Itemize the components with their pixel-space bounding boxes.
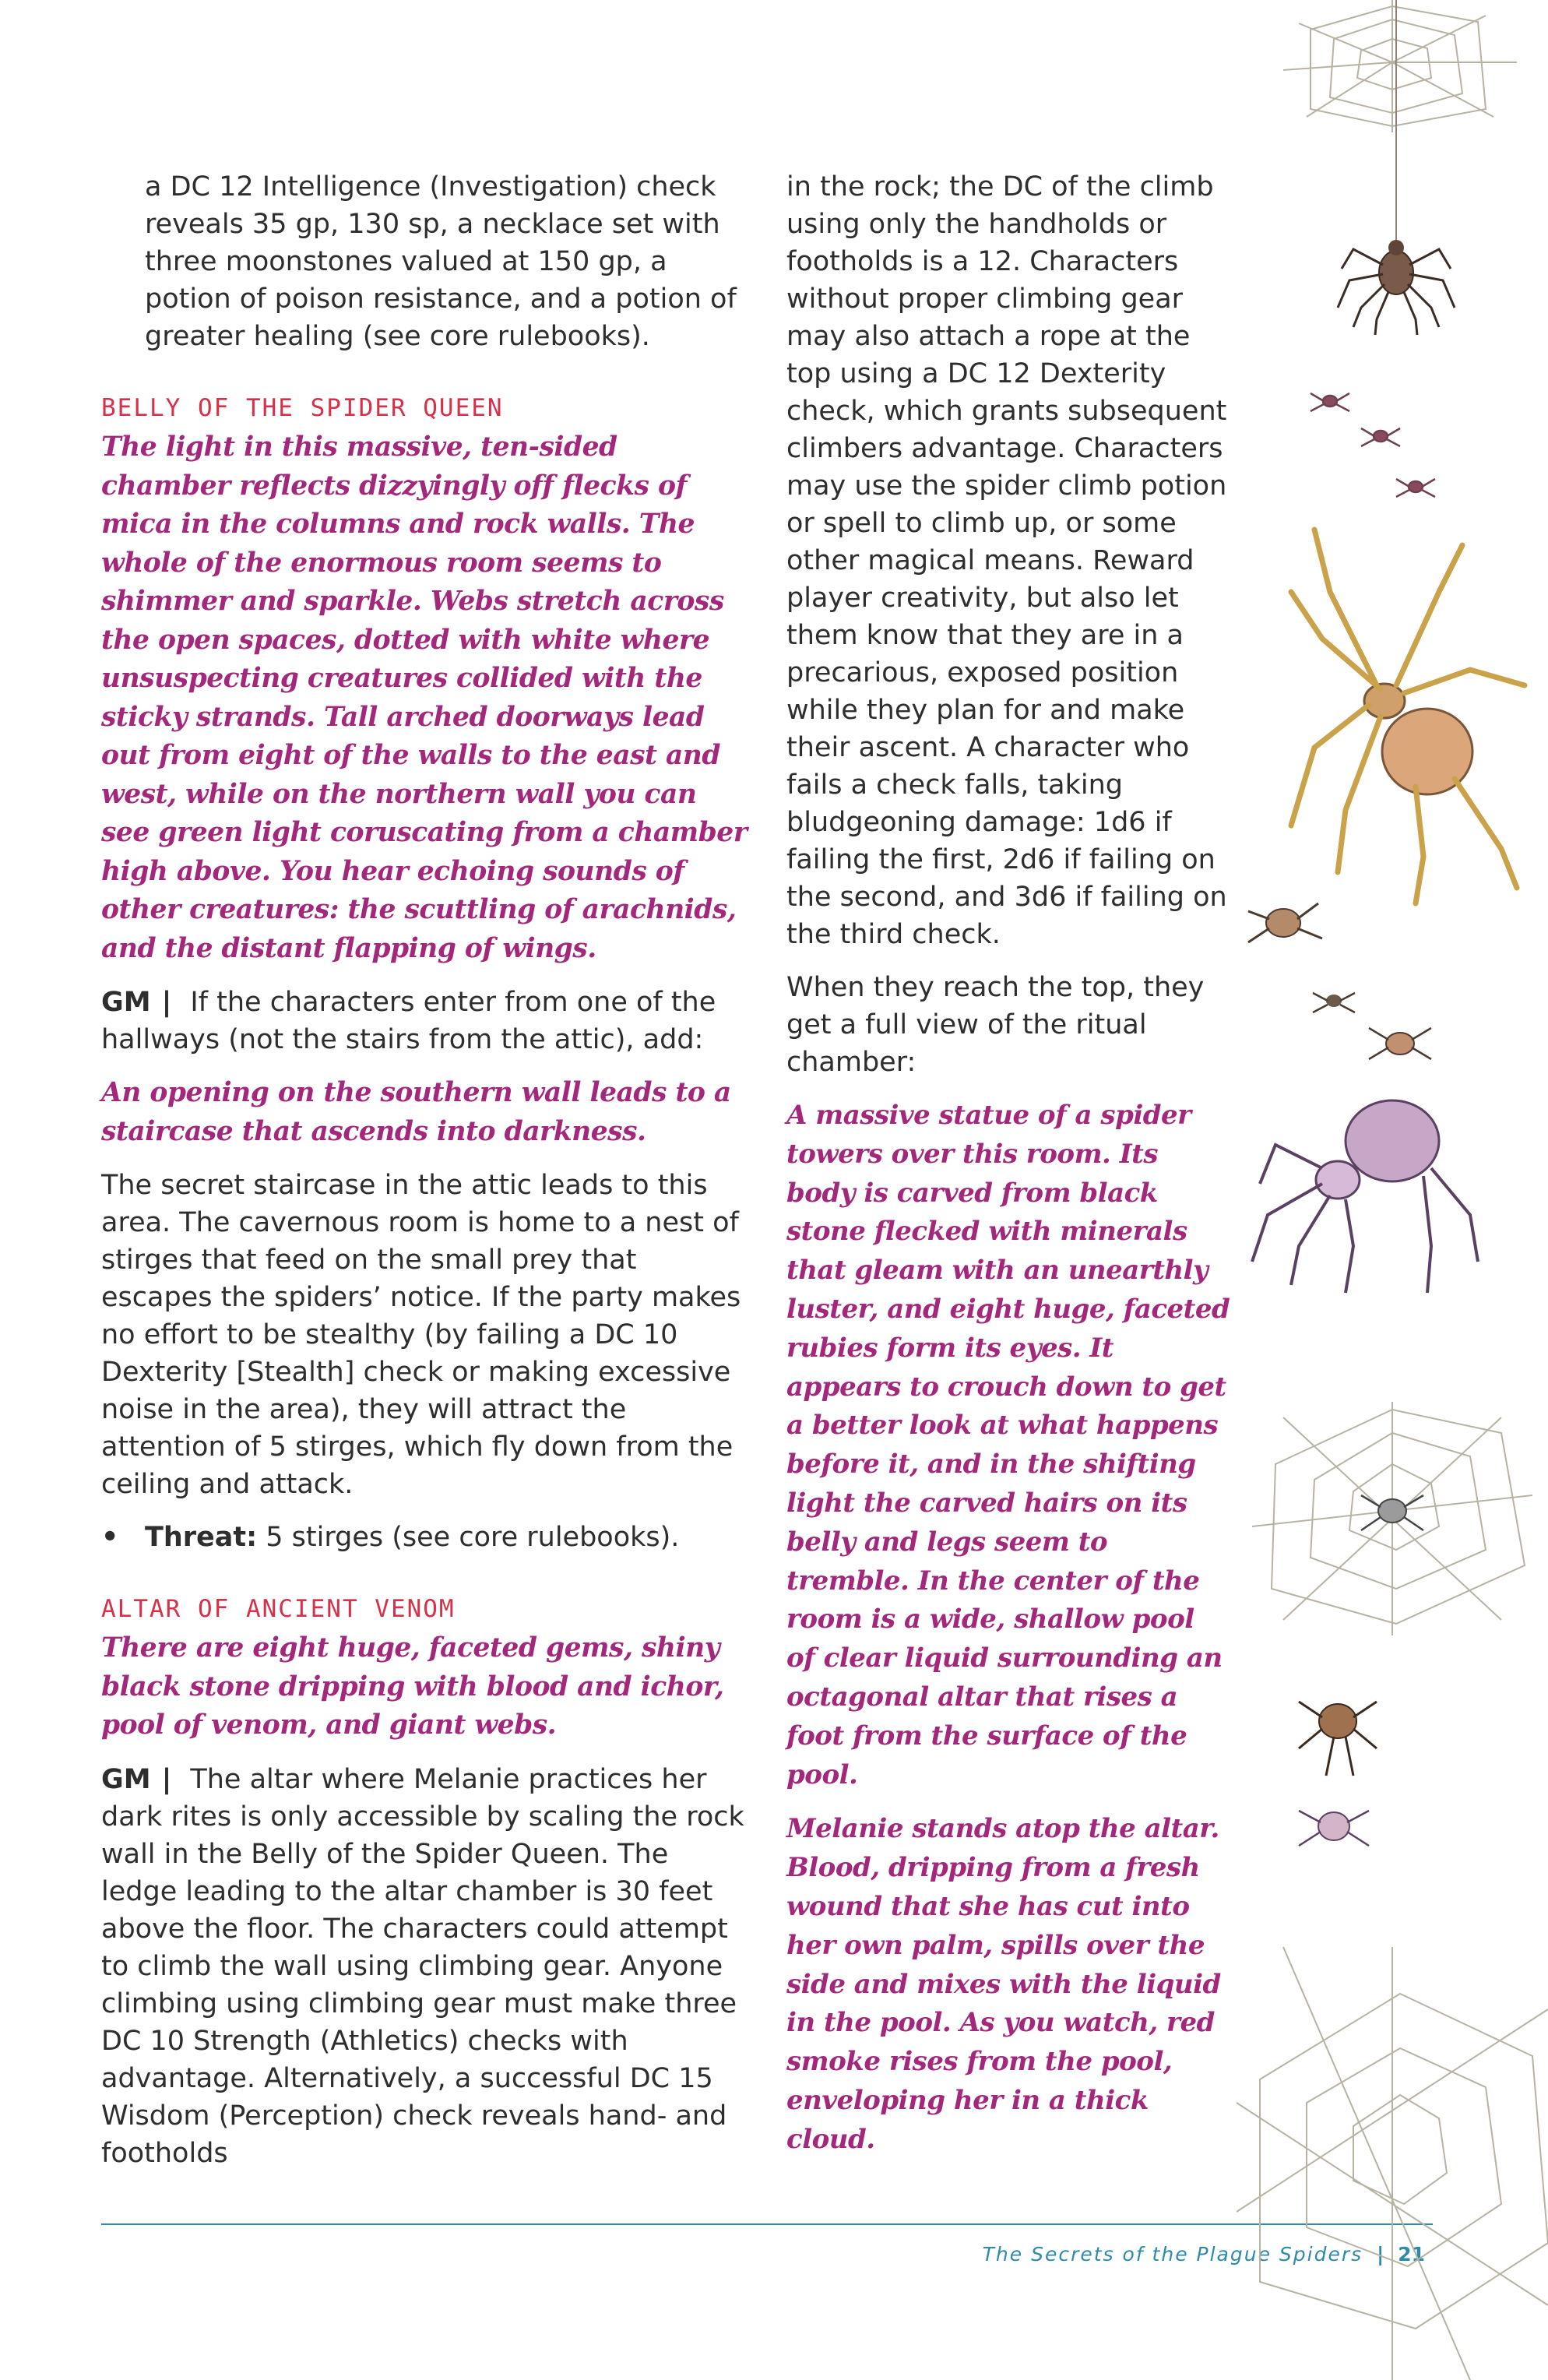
gm-label: GM	[101, 1763, 151, 1795]
climb-text: in the rock; the DC of the climb using only the handholds or footholds is a 12. Characters without proper climbing gear may also attach a rope at the top using a DC 12 Dexterity check, which grants subsequent climbers advantage. Characters may use the spider climb potion or spell to climb up, or some other magical means. Reward player creativity, but also let them know that they are in a precarious, exposed position while they plan for and make their ascent. A character who fails a check falls, taking bludgeoning damage: 1d6 if failing the first, 2d6 if failing on the second, and 3d6 if failing on the third check.	[786, 171, 1227, 950]
footer-rule	[101, 2223, 1433, 2225]
bottom-web-icon	[1237, 1947, 1548, 2380]
belly-body-text: The secret staircase in the attic leads to this area. The cavernous room is home to a nest of stirges that feed on the small prey that escapes the spiders’ notice. If the party makes no effort to be stealthy (by failing a DC 10 Dexterity [Stealth] check or making excessive noise in the area), they will attract the attention of 5 stirges, which fly down from the ceiling and attack.	[101, 1170, 741, 1500]
altar-readaloud: There are eight huge, faceted gems, shiny black stone dripping with blood and ichor, pool of venom, and giant webs.	[101, 1632, 724, 1741]
heading-belly-of-the-spider-queen: BELLY OF THE SPIDER QUEEN	[101, 394, 504, 422]
treasure-text: a DC 12 Intelligence (Investigation) check reveals 35 gp, 130 sp, a necklace set with three moonstones valued at 150 gp, a potion of poison resistance, and a potion of greater healing (see core rulebooks).	[145, 171, 737, 352]
left-column	[101, 168, 748, 2188]
brown-spiders-icon	[1248, 903, 1431, 1059]
opening-readaloud: An opening on the southern wall leads to a staircase that ascends into darkness.	[101, 1077, 731, 1147]
threat-text: 5 stirges (see core rulebooks).	[266, 1522, 680, 1553]
spider-web-illustration	[1237, 0, 1548, 2380]
web-center-spider-icon	[1361, 1495, 1423, 1530]
hanging-spider-icon	[1338, 240, 1455, 335]
belly-gm-note	[101, 984, 748, 1058]
altar-gm-text: The altar where Melanie practices her dark rites is only accessible by scaling the rock wall in the Belly of the Spider Queen. The ledge leading to the altar chamber is 30 feet above the floor. The characters could attempt to climb the wall using climbing gear. Anyone climbing using climbing gear must make three DC 10 Strength (Athletics) checks with advantage. Alternatively, a successful DC 15 Wisdom (Perception) check reveals hand- and footholds	[101, 1763, 744, 2169]
footer-book-title: The Secrets of the Plague Spiders	[982, 2243, 1363, 2266]
orange-spider-icon	[1291, 530, 1525, 903]
belly-readaloud: The light in this massive, ten-sided chamber reflects dizzyingly off flecks of mica in the columns and rock walls. The whole of the enormous room seems to shimmer and sparkle. Webs stretch across the open spaces, dotted with white where unsuspecting creatures collided with the sticky strands. Tall arched doorways lead out from eight of the walls to the east and west, while on the northern wall you can see green light coruscating from a chamber high above. You hear echoing sounds of other creatures: the scuttling of arachnids, and the distant flapping of wings.	[101, 431, 748, 964]
melanie-readaloud: Melanie stands atop the altar. Blood, dripping from a fresh wound that she has cut into her own palm, spills over the side and mixes with the liquid in the pool. As you watch, red smoke rises from the pool, enveloping her in a thick cloud.	[786, 1813, 1221, 2155]
gm-label: GM	[101, 987, 151, 1018]
bullet-dot: •	[101, 1522, 119, 1553]
gm-separator: |	[161, 987, 172, 1018]
threat-label: Threat:	[145, 1522, 258, 1553]
small-spiders-icon	[1311, 393, 1435, 497]
purple-spider-icon	[1252, 1100, 1478, 1293]
heading-altar-of-ancient-venom: ALTAR OF ANCIENT VENOM	[101, 1595, 456, 1623]
threat-bullet	[101, 1519, 748, 1556]
top-view-text: When they reach the top, they get a full view of the ritual chamber:	[786, 972, 1205, 1078]
statue-readaloud: A massive statue of a spider towers over this room. Its body is carved from black stone flecked with minerals that gleam with an unearthly luster, and eight huge, faceted rubies form its eyes. It appears to crouch down to get a better look at what happens before it, and in the shifting light the carved hairs on its belly and legs seem to tremble. In the center of the room is a wide, shallow pool of clear liquid surrounding an octagonal altar that rises a foot from the surface of the pool.	[786, 1100, 1230, 1790]
altar-gm-note	[101, 1761, 748, 2172]
right-column	[786, 168, 1230, 2175]
lower-spiders-icon	[1299, 1702, 1377, 1846]
footer	[101, 2243, 1425, 2266]
gm-separator: |	[161, 1763, 172, 1795]
page-number: 21	[1398, 2243, 1425, 2266]
belly-gm-text: If the characters enter from one of the hallways (not the stairs from the attic), add:	[101, 987, 716, 1055]
footer-separator: |	[1377, 2243, 1384, 2266]
threat-line	[145, 1519, 679, 1556]
middle-web-icon	[1252, 1402, 1532, 1635]
top-web-icon	[1283, 0, 1517, 132]
